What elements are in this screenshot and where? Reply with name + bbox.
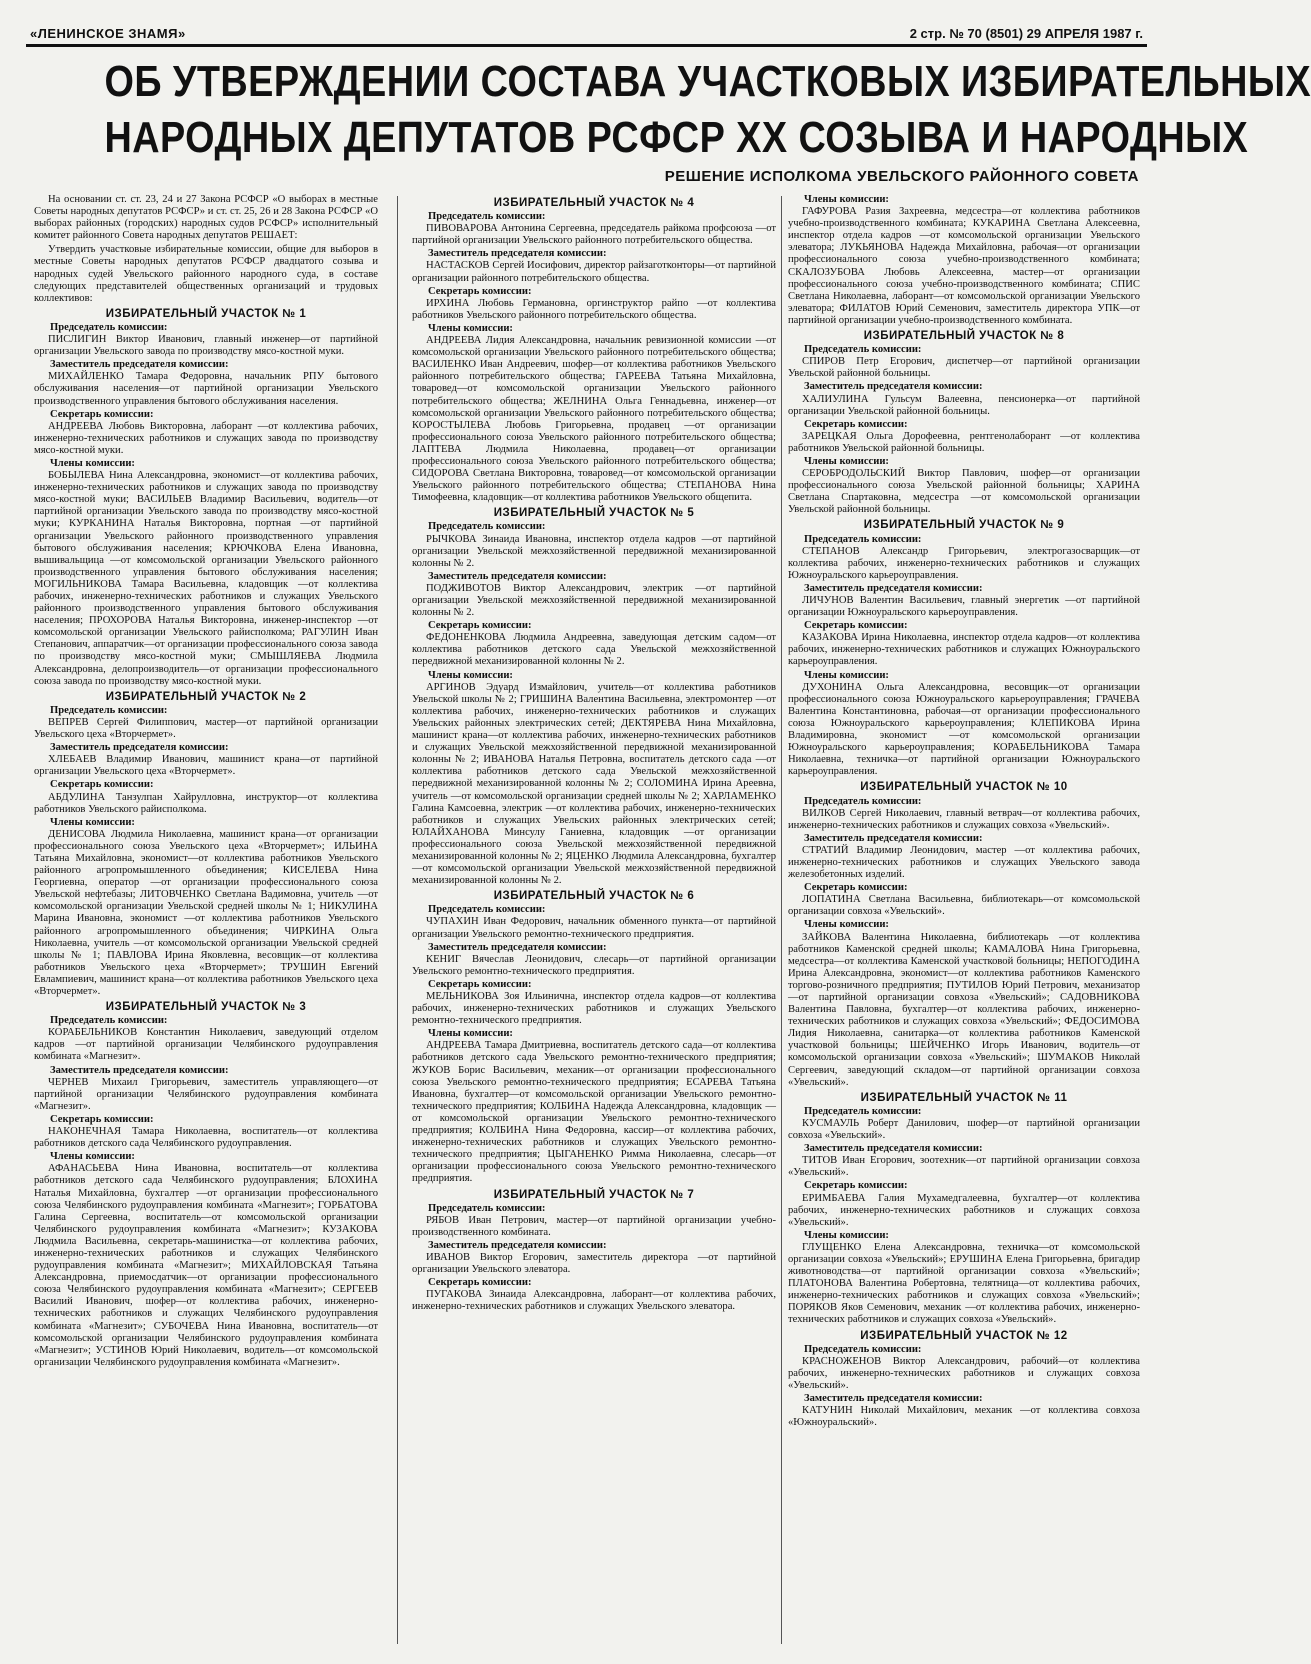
commission-member-entry: ИРХИНА Любовь Германовна, оргинструктор райпо —от коллектива работников Увельского районного потребительского общества. — [412, 297, 776, 321]
precinct-heading: ИЗБИРАТЕЛЬНЫЙ УЧАСТОК № 1 — [105, 307, 307, 320]
commission-role-label: Председатель комиссии: — [804, 1105, 922, 1117]
precinct-heading: ИЗБИРАТЕЛЬНЫЙ УЧАСТОК № 6 — [493, 890, 695, 903]
commission-member-entry: КЕНИГ Вячеслав Леонидович, слесарь—от партийной организации Увельского ремонтно-технического предприятия. — [412, 953, 776, 977]
commission-member-entry: ЕРИМБАЕВА Галия Мухамедгалеевна, бухгалтер—от коллектива рабочих, инженерно-технических работников и служащих совхоза «Увельский». — [788, 1192, 1140, 1228]
commission-member-entry: ЗАРЕЦКАЯ Ольга Дорофеевна, рентгенолаборант —от коллектива работников Увельской районной больницы. — [788, 430, 1140, 454]
commission-member-entry: ПИСЛИГИН Виктор Иванович, главный инженер—от партийной организации Увельского завода по производству мясо-костной муки. — [34, 334, 378, 358]
commission-role-label: Члены комиссии: — [804, 194, 889, 205]
commission-member-entry: ПУГАКОВА Зинаида Александровна, лаборант—от коллектива рабочих, инженерно-технических работников и служащих Увельского элеватора. — [412, 1289, 776, 1313]
article-column-3 — [788, 194, 1140, 1646]
headline — [104, 54, 1311, 166]
commission-member-entry: ТИТОВ Иван Егорович, зоотехник—от партийной организации совхоза «Увельский». — [788, 1155, 1140, 1179]
commission-member-entry: ЧЕРНЕВ Михаил Григорьевич, заместитель управляющего—от партийной организации Челябинского рудоуправления комбината «Магнезит». — [34, 1076, 378, 1112]
commission-role-label: Заместитель председателя комиссии: — [50, 1064, 229, 1076]
commission-member-entry: КАЗАКОВА Ирина Николаевна, инспектор отдела кадров—от коллектива рабочих, инженерно-технических работников и служащих Южноуральского карьероуправления. — [788, 632, 1140, 668]
commission-member-entry: ВИЛКОВ Сергей Николаевич, главный ветврач—от коллектива рабочих, инженерно-технических работников и служащих совхоза «Увельский». — [788, 807, 1140, 831]
intro-paragraph: Утвердить участковые избирательные комиссии, общие для выборов в местные Советы народных депутатов РСФСР двадцатого созыва и народных судей Увельского районного народного суда, в составе следующих представителей общественных организаций и трудовых коллективов: — [34, 244, 378, 304]
commission-role-label: Секретарь комиссии: — [428, 978, 532, 990]
commission-role-label: Председатель комиссии: — [804, 344, 922, 356]
commission-member-entry: ПОДЖИВОТОВ Виктор Александрович, электрик —от партийной организации Увельской межхозяйственной передвижной механизированной колонны № 2. — [412, 582, 776, 619]
newspaper-name: «ЛЕНИНСКОЕ ЗНАМЯ» — [30, 26, 186, 41]
precinct-heading: ИЗБИРАТЕЛЬНЫЙ УЧАСТОК № 4 — [493, 197, 695, 209]
commission-member-entry: ВЕПРЕВ Сергей Филиппович, мастер—от партийной организации Увельского цеха «Вторчермет». — [34, 716, 378, 741]
commission-member-entry: СТРАТИЙ Владимир Леонидович, мастер —от коллектива рабочих, инженерно-технических работников и служащих Увельского завода железобетонных изделий. — [788, 844, 1140, 881]
commission-role-label: Заместитель председателя комиссии: — [428, 570, 607, 582]
commission-role-label: Заместитель председателя комиссии: — [428, 941, 607, 953]
issue-info: 2 стр. № 70 (8501) 29 АПРЕЛЯ 1987 г. — [909, 26, 1143, 41]
commission-member-entry: КУСМАУЛЬ Роберт Данилович, шофер—от партийной организации совхоза «Увельский». — [788, 1117, 1140, 1142]
commission-role-label: Председатель комиссии: — [50, 704, 168, 716]
commission-role-label: Члены комиссии: — [804, 455, 889, 467]
commission-member-entry: КРАСНОЖЕНОВ Виктор Александрович, рабочий—от коллектива рабочих, инженерно-технических работников и служащих совхоза «Увельский». — [788, 1355, 1140, 1391]
headline-line-2: НАРОДНЫХ ДЕПУТАТОВ РСФСР ХХ СОЗЫВА И НАРОДНЫХ — [104, 113, 1249, 162]
commission-role-label: Члены комиссии: — [50, 457, 135, 469]
commission-role-label: Заместитель председателя комиссии: — [428, 248, 607, 260]
commission-role-label: Секретарь комиссии: — [50, 408, 154, 420]
precinct-heading: ИЗБИРАТЕЛЬНЫЙ УЧАСТОК № 3 — [105, 1001, 307, 1014]
commission-role-label: Заместитель председателя комиссии: — [804, 1143, 983, 1155]
commission-member-entry: ФЕДОНЕНКОВА Людмила Андреевна, заведующая детским садом—от коллектива работников детского сада Увельской межхозяйственной передвижной механизированной колонны № 2. — [412, 632, 776, 668]
commission-role-label: Секретарь комиссии: — [428, 1277, 532, 1289]
commission-role-label: Заместитель председателя комиссии: — [804, 381, 983, 393]
commission-member-entry: ХАЛИУЛИНА Гульсум Валеевна, пенсионерка—от партийной организации Увельской районной больницы. — [788, 393, 1140, 417]
commission-role-label: Члены комиссии: — [50, 1151, 135, 1163]
commission-role-label: Заместитель председателя комиссии: — [804, 832, 983, 844]
commission-role-label: Члены комиссии: — [804, 919, 889, 931]
commission-member-entry: ХЛЕБАЕВ Владимир Иванович, машинист крана—от партийной организации Увельского цеха «Вторчермет». — [34, 754, 378, 778]
commission-role-label: Председатель комиссии: — [804, 1343, 922, 1355]
commission-member-entry: АРГИНОВ Эдуард Измайлович, учитель—от коллектива работников Увельской школы № 2; ГРИШИНА Валентина Васильевна, электромонтер —от коллектива рабочих, инженерно-технических работников и служащих Увельских районных электрических сетей; ДЕКТЯРЕВА Нина Михайловна, машинист крана—от коллектива рабочих, инженерно-технических работников и служащих Увельской межхозяйственной передвижной механизированной колонны № 2; ИВАНОВА Наталья Петровна, воспитатель детского сада —от коллектива работников детского сада Увельской межхозяйственной передвижной механизированной колонны № 2; СОЛОМИНА Ирина Ареевна, учитель —от комсомольской организации средней школы № 2; ХАРЛАМЕНКО Галина Камсоевна, электрик —от коллектива рабочих, инженерно-технических работников и служащих Увельских районных электрических сетей; ЮЛАЙХАНОВА Минсулу Ганиевна, кладовщик —от организации профессионального союза Увельской межхозяйственной передвижной механизированной колонны № 2; ЯЦЕНКО Людмила Александровна, бухгалтер—от комсомольской организации Увельской межхозяйственной передвижной механизированной колонны № 2. — [412, 681, 776, 887]
commission-role-label: Члены комиссии: — [428, 1028, 513, 1040]
commission-member-entry: ГАФУРОВА Разия Захреевна, медсестра—от коллектива работников учебно-производственного комбината; КУКАРИНА Светлана Алексеевна, инспектор отдела кадров —от комсомольской организации Увельского элеватора; ЛУКЬЯНОВА Надежда Михайловна, рабочая—от организации профессионального союза учебно-производственного комбината; СКАЛОЗУБОВА Любовь Алексеевна, мастер—от организации профессионального союза учебно-производственного комбината; СПИС Светлана Николаевна, лаборант—от комсомольской организации Увельского элеватора; ФИЛАТОВ Юрий Семенович, заместитель директора УПК—от партийной организации учебно-производственного комбината. — [788, 206, 1140, 326]
commission-member-entry: ЗАЙКОВА Валентина Николаевна, библиотекарь —от коллектива работников Каменской средней школы; КАМАЛОВА Нина Григорьевна, медсестра—от коллектива Каменской участковой больницы; НЕПОГОДИНА Ирина Александровна, экономист—от коллектива работников Каменского торгово-розничного предприятия; ПУТИЛОВ Юрий Петрович, механизатор—от партийной организации совхоза «Увельский»; САДОВНИКОВА Валентина Павловна, бухгалтер—от коллектива рабочих, инженерно-технических работников и служащих совхоза «Увельский»; ФЕДОСИМОВА Лидия Николаевна, санитарка—от коллектива работников Каменской участковой больницы; ШЕЙЧЕНКО Игорь Иванович, водитель—от комсомольской организации совхоза «Увельский»; ШУМАКОВ Николай Сергеевич, заведующий складом—от партийной организации совхоза «Увельский». — [788, 931, 1140, 1088]
commission-member-entry: ПИВОВАРОВА Антонина Сергеевна, председатель райкома профсоюза —от партийной организации Увельского районного потребительского общества. — [412, 223, 776, 247]
precinct-heading: ИЗБИРАТЕЛЬНЫЙ УЧАСТОК № 12 — [860, 1329, 1068, 1342]
precinct-heading: ИЗБИРАТЕЛЬНЫЙ УЧАСТОК № 10 — [860, 781, 1068, 794]
commission-role-label: Председатель комиссии: — [428, 521, 546, 533]
commission-role-label: Заместитель председателя комиссии: — [428, 1239, 607, 1251]
article-column-2 — [412, 194, 776, 1646]
commission-member-entry: РЯБОВ Иван Петрович, мастер—от партийной организации учебно-производственного комбината. — [412, 1214, 776, 1238]
commission-member-entry: ДУХОНИНА Ольга Александровна, весовщик—от организации профессионального союза Южноуральского карьероуправления; ГРАЧЕВА Валентина Константиновна, рабочая—от организации профессионального союза Южноуральского карьероуправления; КЛЕПИКОВА Ирина Владимировна, экономист —от комсомольской организации Южноуральского карьероуправления; КОРАБЕЛЬНИКОВА Тамара Николаевна, техничка—от партийной организации Южноуральского карьероуправления. — [788, 681, 1140, 778]
precinct-heading: ИЗБИРАТЕЛЬНЫЙ УЧАСТОК № 2 — [105, 690, 307, 703]
commission-role-label: Секретарь комиссии: — [804, 882, 908, 894]
precinct-heading: ИЗБИРАТЕЛЬНЫЙ УЧАСТОК № 5 — [493, 507, 695, 520]
commission-role-label: Заместитель председателя комиссии: — [50, 742, 229, 754]
column-divider — [781, 196, 782, 1644]
commission-role-label: Члены комиссии: — [428, 322, 513, 334]
commission-role-label: Председатель комиссии: — [804, 795, 922, 807]
commission-role-label: Секретарь комиссии: — [804, 418, 908, 430]
commission-member-entry: РЫЧКОВА Зинаида Ивановна, инспектор отдела кадров —от партийной организации Увельской межхозяйственной передвижной механизированной колонны № 2. — [412, 533, 776, 569]
commission-member-entry: ДЕНИСОВА Людмила Николаевна, машинист крана—от организации профессионального союза Увельского цеха «Вторчермет»; ИЛЬИНА Татьяна Михайловна, экономист—от коллектива работников Увельского районного агропромышленного объединения; КИСЕЛЕВА Нина Георгиевна, оператор —от организации профессионального союза Увельской нефтебазы; ЛИТОВЧЕНКО Светлана Вадимовна, учитель —от комсомольской организации Увельской средней школы № 1; НИКУЛИНА Марина Ивановна, экономист —от коллектива работников Увельского районного агропромышленного объединения; ЧИРКИНА Ольга Николаевна, учитель —от комсомольской организации Увельской средней школы № 1; ПАВЛОВА Ирина Яковлевна, весовщик—от коллектива работников Увельского цеха «Вторчермет»; ТРУШИН Евгений Евлампиевич, машинист крана—от коллектива работников Увельского цеха «Вторчермет». — [34, 828, 378, 997]
commission-member-entry: СПИРОВ Петр Егорович, диспетчер—от партийной организации Увельской районной больницы. — [788, 356, 1140, 380]
commission-member-entry: АБДУЛИНА Танзулпан Хайрулловна, инструктор—от коллектива работников Увельского райисполкома. — [34, 791, 378, 815]
commission-member-entry: СТЕПАНОВ Александр Григорьевич, электрогазосварщик—от коллектива рабочих, инженерно-технических работников и служащих Южноуральского карьероуправления. — [788, 545, 1140, 581]
commission-role-label: Председатель комиссии: — [804, 533, 922, 545]
commission-role-label: Члены комиссии: — [50, 816, 135, 828]
commission-role-label: Секретарь комиссии: — [804, 1180, 908, 1192]
commission-role-label: Председатель комиссии: — [428, 211, 546, 223]
precinct-heading: ИЗБИРАТЕЛЬНЫЙ УЧАСТОК № 9 — [863, 519, 1065, 532]
column-divider — [397, 196, 398, 1644]
precinct-heading: ИЗБИРАТЕЛЬНЫЙ УЧАСТОК № 8 — [863, 330, 1065, 343]
commission-member-entry: ЧУПАХИН Иван Федорович, начальник обменного пункта—от партийной организации Увельского ремонтно-технического предприятия. — [412, 916, 776, 940]
commission-role-label: Заместитель председателя комиссии: — [804, 1393, 983, 1404]
commission-role-label: Председатель комиссии: — [50, 321, 168, 333]
commission-member-entry: МЕЛЬНИКОВА Зоя Ильинична, инспектор отдела кадров—от коллектива рабочих, инженерно-технических работников и служащих Увельского ремонтно-технического предприятия. — [412, 991, 776, 1027]
commission-role-label: Председатель комиссии: — [428, 904, 546, 916]
decision-subhead: РЕШЕНИЕ ИСПОЛКОМА УВЕЛЬСКОГО РАЙОННОГО СОВЕТА — [664, 168, 1139, 185]
commission-member-entry: НАСТАСКОВ Сергей Иосифович, директор райзаготконторы—от партийной организации районного потребительского общества. — [412, 260, 776, 284]
commission-role-label: Члены комиссии: — [804, 669, 889, 681]
commission-role-label: Председатель комиссии: — [428, 1202, 546, 1214]
commission-member-entry: ГЛУЩЕНКО Елена Александровна, техничка—от комсомольской организации совхоза «Увельский»; ЕРУШИНА Елена Григорьевна, бригадир животноводства—от партийной организации совхоза «Увельский»; ПЛАТОНОВА Валентина Робертовна, телятница—от коллектива рабочих, инженерно-технических работников и служащих совхоза «Увельский»; ПОРЯКОВ Яков Семенович, механик —от коллектива рабочих, инженерно-технических работников и служащих совхоза «Увельский». — [788, 1241, 1140, 1326]
commission-member-entry: КОРАБЕЛЬНИКОВ Константин Николаевич, заведующий отделом кадров —от партийной организации Челябинского рудоуправления комбината «Магнезит». — [34, 1027, 378, 1063]
commission-role-label: Председатель комиссии: — [50, 1015, 168, 1027]
commission-role-label: Члены комиссии: — [428, 669, 513, 681]
article-column-1 — [34, 194, 378, 1646]
commission-member-entry: БОБЫЛЕВА Нина Александровна, экономист—от коллектива рабочих, инженерно-технических работников и служащих завода по производству мясо-костной муки; ВАСИЛЬЕВ Владимир Васильевич, водитель—от партийной организации Увельского завода по производству мясо-костной муки; КУРКАНИНА Наталья Викторовна, портная —от партийной организации Увельского районного производственного управления бытового обслуживания населения; КРЮЧКОВА Елена Ивановна, вышивальщица —от комсомольской организации Увельского районного производственного управления бытового обслуживания населения; МОГИЛЬНИКОВА Тамара Васильевна, кладовщик —от коллектива рабочих, инженерно-технических работников и служащих Увельского районного производственного управления бытового обслуживания населения; ПРОХОРОВА Наталья Викторовна, инженер-инспектор —от комсомольской организации Увельского райисполкома; РАГУЛИН Иван Степанович, аппаратчик—от организации профессионального союза завода по производству мясо-костной муки; СМЫШЛЯЕВА Людмила Александровна, делопроизводитель—от организации профессионального союза завода по производству мясо-костной муки. — [34, 470, 378, 687]
commission-role-label: Секретарь комиссии: — [804, 620, 908, 632]
commission-role-label: Заместитель председателя комиссии: — [50, 359, 229, 371]
commission-member-entry: ИВАНОВ Виктор Егорович, заместитель директора —от партийной организации Увельского элеватора. — [412, 1251, 776, 1276]
commission-member-entry: ЛИЧУНОВ Валентин Васильевич, главный энергетик —от партийной организации Южноуральского карьероуправления. — [788, 595, 1140, 619]
commission-member-entry: АНДРЕЕВА Любовь Викторовна, лаборант —от коллектива рабочих, инженерно-технических работников и служащих завода по производству мясо-костной муки. — [34, 420, 378, 456]
commission-member-entry: МИХАЙЛЕНКО Тамара Федоровна, начальник РПУ бытового обслуживания населения—от партийной организации Увельского производственного управления бытового обслуживания населения. — [34, 371, 378, 407]
commission-role-label: Заместитель председателя комиссии: — [804, 582, 983, 594]
commission-member-entry: ЛОПАТИНА Светлана Васильевна, библиотекарь—от комсомольской организации совхоза «Увельский». — [788, 894, 1140, 918]
intro-paragraph: На основании ст. ст. 23, 24 и 27 Закона РСФСР «О выборах в местные Советы народных депутатов РСФСР» и ст. ст. 25, 26 и 28 Закона РСФСР «О выборах районных (городских) народных судов РСФСР» исполнительный комитет районного Совета народных депутатов РЕШАЕТ: — [34, 194, 378, 242]
commission-member-entry: АНДРЕЕВА Лидия Александровна, начальник ревизионной комиссии —от комсомольской организации Увельского районного потребительского общества; ВАСИЛЕНКО Иван Андреевич, шофер—от коллектива работников Увельского районного потребительского общества; ГАРЕЕВА Татьяна Михайловна, товаровед—от комсомольской организации Увельского районного потребительского общества; ЖЕЛНИНА Ольга Геннадьевна, инженер—от комсомольской организации Увельского районного потребительского общества; КОРОСТЫЛЕВА Любовь Григорьевна, продавец —от организации профессионального союза Увельского районного потребительского общества; ЛАПТЕВА Людмила Николаевна, продавец—от организации профессионального союза Увельского районного потребительского общества; СИДОРОВА Светлана Викторовна, товаровед—от комсомольской организации Увельского районного потребительского общества; СТЕПАНОВА Нина Тимофеевна, кладовщик—от коллектива работников Увельского общепита. — [412, 335, 776, 504]
commission-role-label: Члены комиссии: — [804, 1229, 889, 1241]
commission-role-label: Секретарь комиссии: — [428, 620, 532, 632]
precinct-heading: ИЗБИРАТЕЛЬНЫЙ УЧАСТОК № 7 — [493, 1188, 695, 1201]
commission-member-entry: КАТУНИН Николай Михайлович, механик —от коллектива совхоза «Южноуральский». — [788, 1405, 1140, 1429]
commission-role-label: Секретарь комиссии: — [50, 779, 154, 791]
commission-role-label: Секретарь комиссии: — [428, 285, 532, 297]
commission-role-label: Секретарь комиссии: — [50, 1113, 154, 1125]
masthead — [26, 24, 1147, 47]
commission-member-entry: НАКОНЕЧНАЯ Тамара Николаевна, воспитатель—от коллектива работников детского сада Челябинского рудоуправления. — [34, 1126, 378, 1150]
commission-member-entry: СЕРОБРОДОЛЬСКИЙ Виктор Павлович, шофер—от организации профессионального союза Увельской районной больницы; ХАРИНА Светлана Спартаковна, медсестра —от комсомольской организации Увельской районной больницы. — [788, 468, 1140, 516]
headline-line-1: ОБ УТВЕРЖДЕНИИ СОСТАВА УЧАСТКОВЫХ ИЗБИРАТЕЛЬНЫХ — [104, 57, 1311, 106]
commission-member-entry: АФАНАСЬЕВА Нина Ивановна, воспитатель—от коллектива работников детского сада Челябинского рудоуправления; БЛОХИНА Наталья Михайловна, бухгалтер —от организации профессионального союза Челябинского рудоуправления комбината «Магнезит»; ГОРБАТОВА Галина Сергеевна, воспитатель—от комсомольской организации Челябинского рудоуправления комбината «Магнезит»; КУЗАКОВА Людмила Васильевна, секретарь-машинистка—от коллектива рабочих, инженерно-технических работников и служащих Челябинского рудоуправления комбината «Магнезит»; МИХАЙЛОВСКАЯ Татьяна Александровна, приемосдатчик—от организации профессионального союза Челябинского рудоуправления комбината «Магнезит»; СЕРГЕЕВ Василий Иванович, шофер—от коллектива рабочих, инженерно-технических работников и служащих Челябинского рудоуправления комбината «Магнезит»; СУБОЧЕВА Нина Ивановна, воспитатель—от комсомольской организации Челябинского рудоуправления комбината «Магнезит»; УСТИНОВ Юрий Николаевич, водитель—от комсомольской организации Челябинского рудоуправления комбината «Магнезит». — [34, 1163, 378, 1368]
commission-member-entry: АНДРЕЕВА Тамара Дмитриевна, воспитатель детского сада—от коллектива работников детского сада Увельского ремонтно-технического предприятия; ЖУКОВ Борис Васильевич, механик—от организации профессионального союза Увельского ремонтно-технического предприятия; ЕСАРЕВА Татьяна Ивановна, бухгалтер—от комсомольской организации Увельского ремонтно-технического предприятия; КОЛБИНА Надежда Александровна, кладовщик —от комсомольской организации Увельского ремонтно-технического предприятия; КОЛБИНА Нина Федоровна, кассир—от коллектива рабочих, инженерно-технических работников и служащих Увельского ремонтно-технического предприятия; ЦЫГАНЕНКО Римма Николаевна, слесарь—от организации профессионального союза Увельского ремонтно-технического предприятия. — [412, 1040, 776, 1185]
precinct-heading: ИЗБИРАТЕЛЬНЫЙ УЧАСТОК № 11 — [860, 1091, 1068, 1104]
